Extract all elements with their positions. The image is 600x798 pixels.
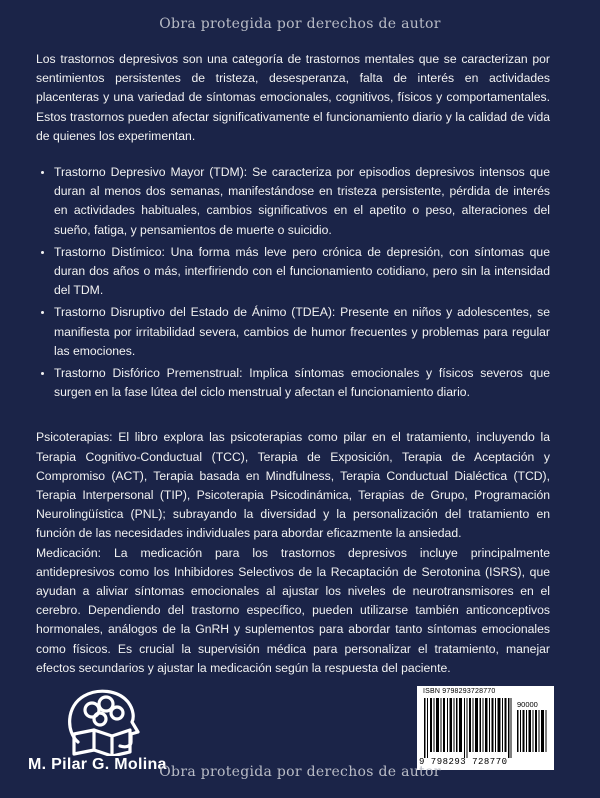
watermark-top: Obra protegida por derechos de autor <box>159 16 441 32</box>
psychotherapy-paragraph: Psicoterapias: El libro explora las psicoterapias como pilar en el tratamiento, incluyendo la Terapia Cognitivo-Conductual (TCC), Terapia de Exposición, Terapia de Aceptación y Compromiso (ACT), Terapia basada en Mindfulness, Terapia Conductual Dialéctica (TCD), Terapia Interpersonal (TIP), Psicoterapia Psicodinámica, Terapias de Grupo, Programación Neurolingüística (PNL); subrayando la diversidad y la personalización del tratamiento en función de las necesidades individuales para abordar eficazmente la ansiedad. <box>36 430 550 541</box>
disorder-list <box>36 163 550 402</box>
intro-paragraph: Los trastornos depresivos son una categoría de trastornos mentales que se caracterizan por sentimientos persistentes de tristeza, desesperanza, falta de interés en actividades placenteras y una variedad de síntomas emocionales, cognitivos, físicos y comportamentales. Estos trastornos pueden afectar significativamente el funcionamiento diario y la calidad de vida de quienes los experimentan. <box>36 52 550 143</box>
head-brain-book-icon <box>60 684 156 756</box>
list-item: • Trastorno Depresivo Mayor (TDM): Se caracteriza por episodios depresivos intensos que duran al menos dos semanas, manifestándose en tristeza persistente, pérdida de interés en actividades habituales, cambios significativos en el apetito o peso, alteraciones del sueño, fatiga, y pensamientos de muerte o suicidio. <box>54 163 550 240</box>
list-item: • Trastorno Distímico: Una forma más leve pero crónica de depresión, con síntomas que duran dos años o más, interfiriendo con el funcionamiento cotidiano, pero sin la intensidad del TDM. <box>54 243 550 301</box>
isbn-label: ISBN 9798293728770 <box>423 688 496 695</box>
list-item: • Trastorno Disfórico Premenstrual: Implica síntomas emocionales y físicos severos que surgen en la fase lútea del ciclo menstrual y afectan el funcionamiento diario. <box>54 364 550 402</box>
barcode-panel <box>417 686 554 770</box>
isbn-digits: 9 798293 728770 <box>419 757 508 767</box>
price-code: 90000 <box>517 700 538 709</box>
list-item: • Trastorno Disruptivo del Estado de Ánimo (TDEA): Presente en niños y adolescentes, se manifiesta por irritabilidad severa, cambios de humor frecuentes y problemas para regular las emociones. <box>54 303 550 361</box>
isbn-barcode-icon <box>424 698 512 758</box>
author-name: M. Pilar G. Molina <box>28 756 167 773</box>
watermark-bottom: Obra protegida por derechos de autor <box>159 764 441 780</box>
price-barcode-icon <box>517 710 549 752</box>
back-cover-text <box>36 50 550 678</box>
medication-paragraph: Medicación: La medicación para los trastornos depresivos incluye principalmente antidepresivos como los Inhibidores Selectivos de la Recaptación de Serotonina (ISRS), que ayudan a aliviar síntomas emocionales al ajustar los niveles de neurotransmisores en el cerebro. Dependiendo del trastorno específico, pueden utilizarse también anticonceptivos hormonales, análogos de la GnRH y suplementos para abordar tanto síntomas emocionales como físicos. Es crucial la supervisión médica para personalizar el tratamiento, manejar efectos secundarios y ajustar la medicación según la respuesta del paciente. <box>36 545 550 675</box>
